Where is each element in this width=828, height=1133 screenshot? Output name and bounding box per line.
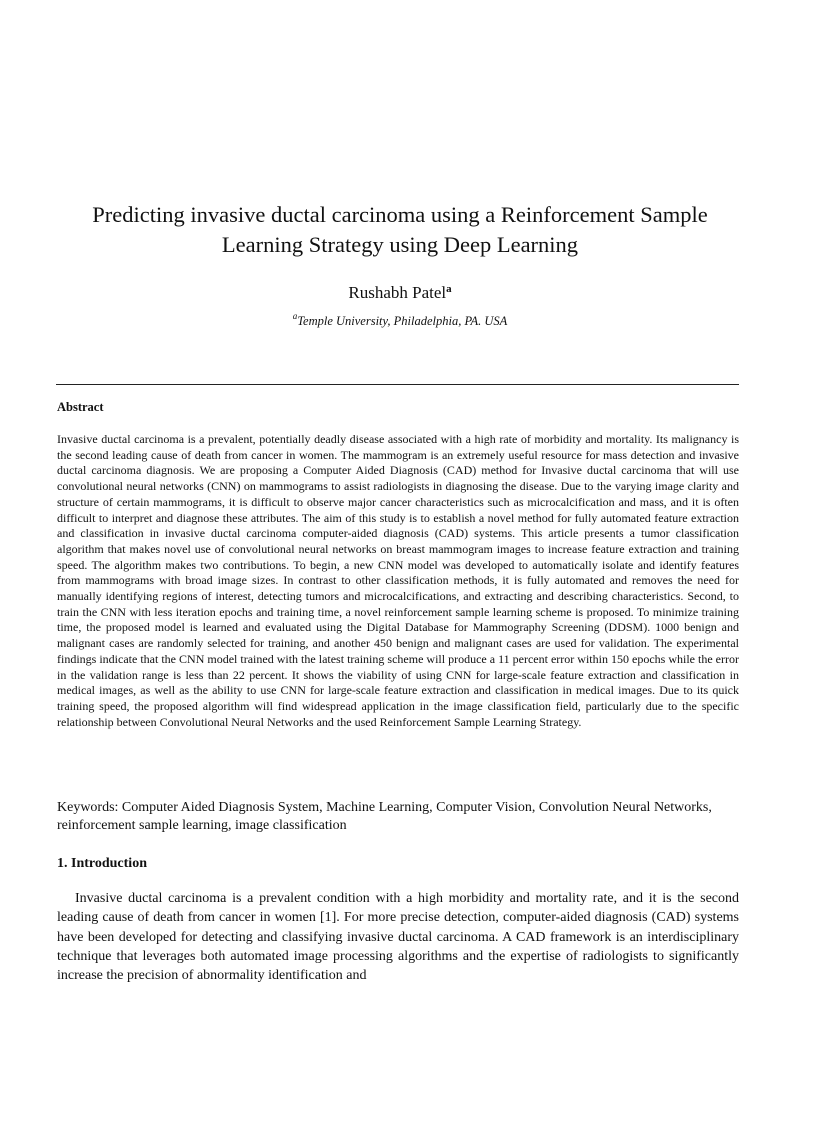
affiliation-mark: a xyxy=(292,311,298,321)
author-affiliation-mark: a xyxy=(446,283,452,295)
paper-title: Predicting invasive ductal carcinoma using a Reinforcement Sample Learning Strategy using Deep Learning xyxy=(92,202,708,257)
author-line xyxy=(60,278,740,304)
affiliation-text: Temple University, Philadelphia, PA. USA xyxy=(297,314,508,328)
abstract-text: Invasive ductal carcinoma is a prevalent, potentially deadly disease associated with a high rate of morbidity and mortality. Its malignancy is the second leading cause of death from cancer in women. The mammogram is an extremely useful resource for mass detection and invasive ductal carcinoma diagnosis. We are proposing a Computer Aided Diagnosis (CAD) method for Invasive ductal carcinoma that will use convolutional neural networks (CNN) on mammograms to assist radiologists in diagnosing the disease. Due to the varying image clarity and structure of certain mammograms, it is difficult to observe major cancer characteristics such as microcalcification and mass, and it is often difficult to interpret and diagnose these attributes. The aim of this study is to establish a novel method for fully automated feature extraction and classification in invasive ductal carcinoma computer-aided diagnosis (CAD) systems. This article presents a tumor classification algorithm that makes novel use of convolutional neural networks on breast mammogram images to increase feature extraction and training speed. The algorithm makes two contributions. To begin, a new CNN model was developed to automatically isolate and identify features from mammograms with broad image sizes. In contrast to other classification methods, it is fully automated and removes the need for manually identifying regions of interest, detecting tumors and microcalcifications, and extracting and describing characteristics. Second, to train the CNN with less iteration epochs and training time, a novel reinforcement sample learning scheme is proposed. To minimize training time, the proposed model is learned and evaluated using the Digital Database for Mammography Screening (DDSM). 1000 benign and malignant cases are randomly selected for training, and another 450 benign and malignant cases are used for validation. The experimental findings indicate that the CNN model trained with the latest training scheme will produce a 11 percent error within 150 epochs while the error in the validation range is less than 22 percent. It shows the viability of using CNN for large-scale feature extraction and classification in medical images, as well as the ability to use CNN for large-scale feature extraction and classification in medical images. Due to its quick training speed, the proposed algorithm will find widespread application in the image classification field, particularly due to the specific relationship between Convolutional Neural Networks and the used Reinforcement Sample Learning Strategy. xyxy=(57,432,739,729)
abstract-heading: Abstract xyxy=(57,400,104,414)
keywords: Keywords: Computer Aided Diagnosis System, Machine Learning, Computer Vision, Convolution Neural Networks, reinforcement sample learning, image classification xyxy=(57,800,712,833)
section-heading-introduction: 1. Introduction xyxy=(57,856,147,871)
header-divider xyxy=(56,384,739,385)
author-name: Rushabh Patel xyxy=(348,283,447,302)
introduction-text: Invasive ductal carcinoma is a prevalent condition with a high morbidity and mortality rate, and it is the second leading cause of death from cancer in women [1]. For more precise detection, computer-aided diagnosis (CAD) systems have been developed for detecting and classifying invasive ductal carcinoma. A CAD framework is an interdisciplinary technique that leverages both automated image processing algorithms and the expertise of radiologists to significantly increase the precision of abnormality identification and xyxy=(57,891,739,984)
affiliation-line xyxy=(60,308,740,329)
